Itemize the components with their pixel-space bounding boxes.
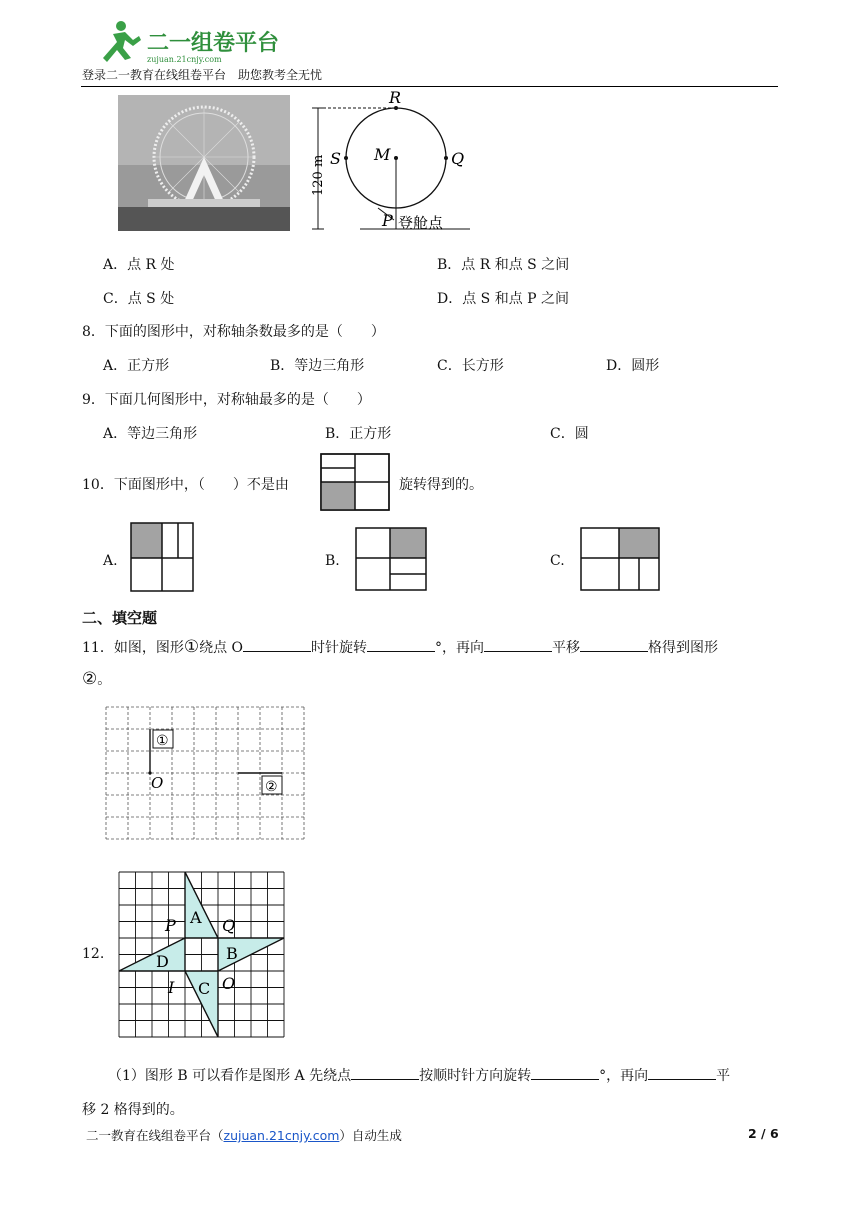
q12-blank-center[interactable] — [351, 1065, 419, 1080]
q7-option-b[interactable]: B．点 R 和点 S 之间 — [437, 257, 570, 273]
q9-stem: 9．下面几何图形中，对称轴最多的是（ ） — [82, 392, 371, 408]
q8-option-d[interactable]: D．圆形 — [606, 358, 660, 374]
q8-option-b[interactable]: B．等边三角形 — [270, 358, 365, 374]
q11-text-1: 11．如图，图形 — [82, 640, 184, 656]
shape-b-label: B — [226, 944, 238, 963]
q10-option-b-label[interactable]: B. — [325, 553, 340, 569]
q11-text-5: 平移 — [552, 640, 581, 656]
q11-blank-direction[interactable] — [243, 637, 311, 652]
logo-url: zujuan.21cnjy.com — [147, 55, 222, 64]
point-i-label: I — [168, 978, 175, 997]
q11-stem-line2 — [82, 669, 111, 689]
footer — [86, 1126, 402, 1144]
q8-option-a[interactable]: A．正方形 — [103, 358, 170, 374]
section-title-fill-in: 二、填空题 — [82, 609, 158, 627]
logo — [95, 18, 285, 70]
q12-number: 12. — [82, 946, 105, 962]
wheel-diagram — [300, 88, 480, 242]
point-r: R — [389, 88, 402, 107]
point-m: M — [374, 145, 391, 164]
q10-option-a-label[interactable]: A. — [103, 553, 118, 569]
q12-blank-direction[interactable] — [648, 1065, 716, 1080]
q7-option-d[interactable]: D．点 S 和点 P 之间 — [437, 291, 570, 307]
grid-figure-2-label: ② — [265, 779, 278, 795]
q11-stem — [82, 637, 718, 657]
q11-text-2: 绕点 O — [199, 640, 244, 656]
q9-option-c[interactable]: C．圆 — [550, 426, 589, 442]
q10-option-a-figure[interactable] — [130, 522, 194, 596]
q12-sub1-text-2: 按顺时针方向旋转 — [419, 1068, 532, 1084]
point-p-label: P — [165, 916, 176, 935]
header-divider — [81, 86, 778, 87]
q8-stem: 8．下面的图形中，对称轴条数最多的是（ ） — [82, 324, 385, 340]
q8-option-c[interactable]: C．长方形 — [437, 358, 504, 374]
shape-c-label: C — [198, 979, 211, 998]
q11-text-4: °，再向 — [435, 640, 485, 656]
q12-sub1-text-1: （1）图形 B 可以看作是图形 A 先绕点 — [108, 1068, 352, 1084]
point-p: P — [382, 211, 393, 230]
q9-option-a[interactable]: A．等边三角形 — [103, 426, 198, 442]
grid-figure-1-label: ① — [156, 733, 169, 749]
q7-option-a[interactable]: A．点 R 处 — [103, 257, 175, 273]
footer-text-end: ）自动生成 — [339, 1128, 402, 1143]
q7-option-c[interactable]: C．点 S 处 — [103, 291, 175, 307]
q11-grid-figure — [103, 704, 309, 846]
q10-stem-start: 10．下面图形中，（ ）不是由 — [82, 477, 289, 493]
height-label: 120 m — [311, 154, 326, 196]
point-q-label: Q — [222, 916, 236, 935]
ferris-wheel-photo — [118, 95, 290, 235]
q10-option-b-figure[interactable] — [355, 527, 427, 595]
footer-link[interactable]: zujuan.21cnjy.com — [223, 1128, 340, 1143]
q11-text-6: 格得到图形 — [648, 640, 719, 656]
point-o-label: O — [222, 974, 236, 993]
q10-reference-figure — [320, 453, 390, 515]
header-subtitle: 登录二一教育在线组卷平台 助您教考全无忧 — [82, 68, 323, 82]
point-s: S — [330, 149, 341, 168]
q11-circled-1: ① — [183, 637, 200, 657]
q10-stem-end: 旋转得到的。 — [399, 477, 483, 493]
footer-text-start: 二一教育在线组卷平台（ — [86, 1128, 224, 1143]
q12-sub1-text-3: °，再向 — [599, 1068, 649, 1084]
point-q: Q — [451, 149, 465, 168]
q11-text-3: 时针旋转 — [311, 640, 368, 656]
shape-a-label: A — [190, 908, 202, 927]
q11-blank-shift-direction[interactable] — [484, 637, 552, 652]
logo-title: 二一组卷平台 — [147, 30, 280, 56]
q11-circled-2: ② — [82, 669, 98, 689]
q12-sub1-line2: 移 2 格得到的。 — [82, 1102, 184, 1118]
grid-point-o: O — [151, 774, 164, 792]
runner-logo-icon — [103, 21, 141, 62]
q12-sub1 — [108, 1065, 730, 1085]
q11-text-7: 。 — [97, 672, 112, 688]
shape-d-label: D — [156, 952, 169, 971]
q12-sub1-text-4: 平 — [716, 1068, 731, 1084]
q12-pinwheel-figure — [118, 871, 286, 1043]
q10-option-c-label[interactable]: C. — [550, 553, 565, 569]
q12-blank-angle[interactable] — [531, 1065, 599, 1080]
page-number: 2 / 6 — [748, 1126, 779, 1141]
q11-blank-shift-count[interactable] — [580, 637, 648, 652]
q10-option-c-figure[interactable] — [580, 527, 660, 595]
q11-blank-angle[interactable] — [367, 637, 435, 652]
boarding-label: 登舱点 — [398, 214, 444, 232]
q9-option-b[interactable]: B．正方形 — [325, 426, 392, 442]
